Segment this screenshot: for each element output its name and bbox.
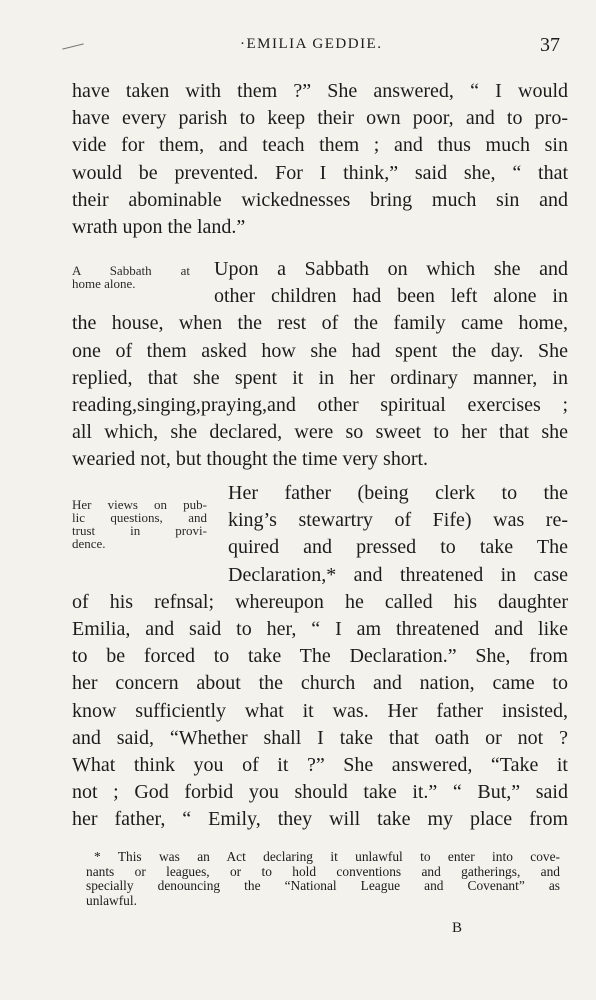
paragraph-3: [72, 480, 568, 833]
text-line: to be forced to take The Declaration.” She, from: [72, 645, 568, 668]
footnote-line: nants or leagues, or to hold conventions and gatherings, and: [86, 863, 560, 879]
footnote-line: * This was an Act declaring it unlawful to enter into cove-: [94, 849, 560, 864]
text-line: reading,singing,praying,and other spiritual exercises ;: [72, 393, 568, 416]
text-line: of his refnsal; whereupon he called his daughter: [72, 590, 568, 613]
text-line: vide for them, and teach them ; and thus much sin: [72, 134, 568, 157]
footnote-line: unlawful.: [86, 892, 137, 908]
text-line: have every parish to keep their own poor, and to pro-: [72, 107, 568, 130]
footnote: [86, 850, 560, 908]
sidenote-line: trust in provi-: [72, 523, 207, 538]
page-number: 37: [540, 34, 560, 56]
text-line: Her father (being clerk to the: [228, 482, 568, 504]
signature-mark: B: [452, 920, 463, 936]
text-line: king’s stewartry of Fife) was re-: [228, 509, 568, 532]
text-line: the house, when the rest of the family came home,: [72, 312, 568, 335]
text-line: all which, she declared, were so sweet to her that she: [72, 421, 568, 444]
text-line: Declaration,* and threatened in case: [228, 563, 568, 586]
text-line: her concern about the church and nation, came to: [72, 672, 568, 695]
text-line: know sufficiently what it was. Her father insisted,: [72, 699, 568, 722]
sidenote-line: dence.: [72, 536, 106, 551]
text-line: would be prevented. For I think,” said she, “ that: [72, 161, 568, 184]
text-line: quired and pressed to take The: [228, 536, 568, 559]
text-line: replied, that she spent it in her ordinary manner, in: [72, 366, 568, 389]
text-line: and said, “Whether shall I take that oath or not ?: [72, 726, 568, 749]
text-line: Upon a Sabbath on which she and: [214, 258, 568, 280]
text-line: her father, “ Emily, they will take my place from: [72, 808, 568, 831]
sidenote-line: A Sabbath at: [72, 263, 190, 278]
text-line: one of them asked how she had spent the day. She: [72, 339, 568, 362]
sidenote-line: home alone.: [72, 276, 136, 291]
text-line: wrath upon the land.”: [72, 215, 246, 238]
footnote-line: specially denouncing the “National League and Covenant” as: [86, 878, 560, 894]
paragraph-1: [72, 78, 568, 241]
paragraph-2: [72, 256, 568, 474]
running-head: [0, 34, 596, 58]
text-line: Emilia, and said to her, “ I am threatened and like: [72, 617, 568, 640]
text-line: wearied not, but thought the time very short.: [72, 448, 429, 471]
text-line: other children had been left alone in: [214, 285, 568, 308]
sidenote-line: Her views on pub-: [72, 497, 207, 512]
text-line: What think you of it ?” She answered, “Take it: [72, 753, 568, 776]
text-line: their abominable wickednesses bring much sin and: [72, 188, 568, 211]
text-line: have taken with them ?” She answered, “ I would: [72, 80, 568, 102]
text-line: not ; God forbid you should take it.” “ But,” said: [72, 781, 568, 804]
sidenote-line: lic questions, and: [72, 510, 207, 525]
running-title: ·EMILIA GEDDIE.: [240, 36, 383, 52]
ink-mark: [62, 43, 84, 49]
